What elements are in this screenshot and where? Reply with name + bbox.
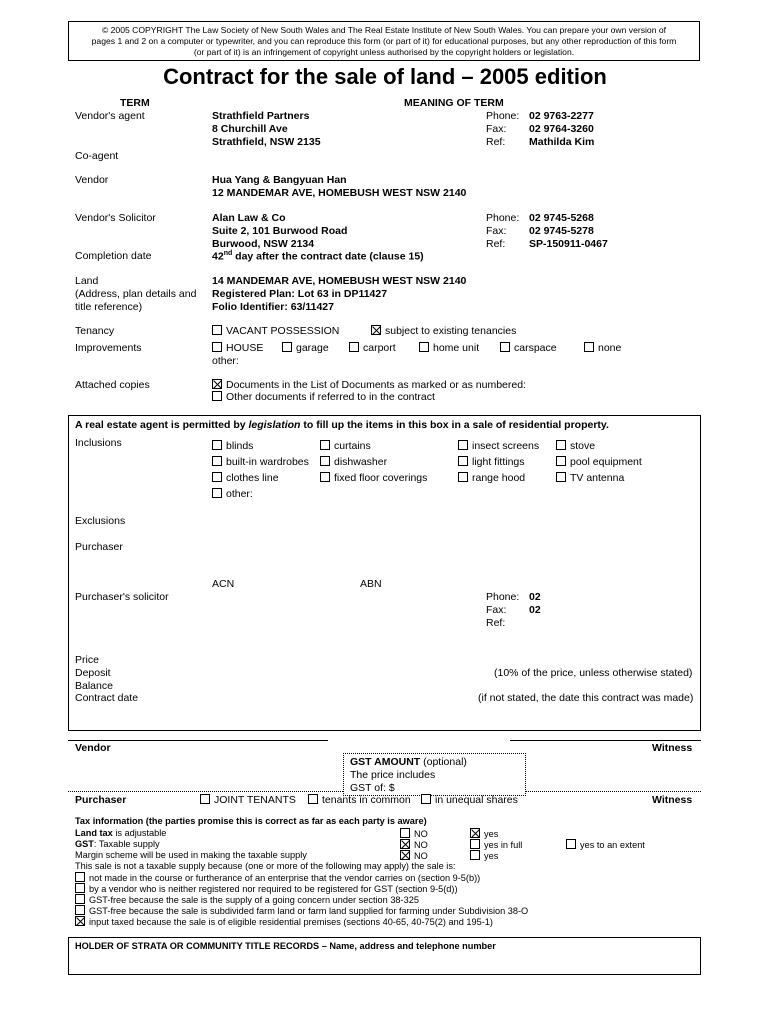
- vendor-witness-label: Witness: [652, 742, 693, 754]
- vendor-signature-label: Vendor: [75, 742, 111, 754]
- vendors-agent-phone: 02 9763-2277: [529, 110, 594, 122]
- vendors-solicitor-label: Vendor's Solicitor: [75, 212, 156, 224]
- copyright-line-3: (or part of it) is an infringement of copyright unless authorised by the copyright holders or legislation.: [193, 47, 575, 57]
- land-tax-yes[interactable]: [470, 828, 498, 839]
- land-folio: Folio Identifier: 63/11427: [212, 301, 334, 313]
- inclusion-stove[interactable]: [556, 440, 595, 452]
- vendors-solicitor-address-2: Burwood, NSW 2134: [212, 238, 315, 250]
- tenants-in-common-checkbox[interactable]: [308, 794, 318, 804]
- inclusion-fixed-floor-coverings[interactable]: [320, 472, 427, 484]
- inclusion-other[interactable]: [212, 488, 253, 500]
- range-hood-text: range hood: [472, 472, 526, 484]
- exclusions-label: Exclusions: [75, 515, 126, 527]
- reason-farm-land-checkbox[interactable]: [75, 905, 85, 915]
- vendor-name: Hua Yang & Bangyuan Han: [212, 174, 347, 186]
- land-tax-bold: Land tax: [75, 828, 113, 838]
- co-agent-label: Co-agent: [75, 150, 119, 162]
- subject-tenancies-option[interactable]: [371, 325, 516, 337]
- carspace-option[interactable]: [500, 342, 557, 354]
- not-taxable-intro: This sale is not a taxable supply because (one or more of the following may apply) the sale is:: [75, 861, 456, 871]
- carspace-checkbox[interactable]: [500, 342, 510, 352]
- gst-yes-in-full-text: yes in full: [484, 840, 523, 850]
- vendor-label: Vendor: [75, 174, 109, 186]
- inclusion-light-fittings[interactable]: [458, 456, 525, 468]
- margin-yes-checkbox[interactable]: [470, 850, 480, 860]
- land-tax-rest: is adjustable: [112, 828, 167, 838]
- house-option[interactable]: [212, 342, 263, 354]
- vacant-possession-checkbox[interactable]: [212, 325, 222, 335]
- vacant-possession-option[interactable]: [212, 325, 339, 337]
- gst-amount-box: [343, 753, 526, 796]
- contract-date-note: (if not stated, the date this contract was made): [478, 692, 694, 704]
- reason-not-registered[interactable]: [75, 883, 458, 894]
- gst-yes-in-full[interactable]: [470, 839, 522, 850]
- blinds-checkbox[interactable]: [212, 440, 222, 450]
- pool-equipment-text: pool equipment: [570, 456, 642, 468]
- copyright-notice: [68, 21, 700, 61]
- deposit-note: (10% of the price, unless otherwise stated): [494, 667, 693, 679]
- reason-input-taxed-checkbox[interactable]: [75, 916, 85, 926]
- inclusion-built-in-wardrobes[interactable]: [212, 456, 309, 468]
- vendors-solicitor-ref: SP-150911-0467: [529, 238, 608, 250]
- unequal-shares-text: in unequal shares: [435, 794, 518, 806]
- margin-no-checkbox[interactable]: [400, 850, 410, 860]
- purchasers-solicitor-ref-label: Ref:: [486, 617, 506, 629]
- purchaser-witness-label: Witness: [652, 794, 693, 806]
- vendors-solicitor-name: Alan Law & Co: [212, 212, 286, 224]
- gst-taxable-label: [75, 839, 160, 849]
- reason-not-registered-text: by a vendor who is neither registered nor required to be registered for GST (section 9-5(d)): [89, 884, 458, 894]
- purchasers-solicitor-phone: 02: [529, 591, 541, 603]
- clothes-line-text: clothes line: [226, 472, 279, 484]
- vendors-solicitor-phone: 02 9745-5268: [529, 212, 594, 224]
- reason-going-concern-checkbox[interactable]: [75, 894, 85, 904]
- gst-no[interactable]: [400, 839, 428, 850]
- garage-option[interactable]: [282, 342, 329, 354]
- vendors-agent-address-2: Strathfield, NSW 2135: [212, 136, 321, 148]
- docs-list-option[interactable]: [212, 379, 526, 391]
- land-tax-no-checkbox[interactable]: [400, 828, 410, 838]
- agent-box-intro-b: legislation: [248, 419, 301, 431]
- attached-copies-label: Attached copies: [75, 379, 150, 391]
- gst-amount-optional: (optional): [420, 756, 467, 768]
- completion-suffix: nd: [223, 250, 233, 257]
- inclusions-label: Inclusions: [75, 437, 122, 449]
- reason-input-taxed[interactable]: [75, 916, 493, 927]
- inclusion-blinds[interactable]: [212, 440, 253, 452]
- margin-no[interactable]: [400, 850, 428, 861]
- gst-price-includes: The price includes: [350, 769, 436, 781]
- gst-rest: : Taxable supply: [93, 839, 160, 849]
- carport-option[interactable]: [349, 342, 396, 354]
- vendors-agent-ref: Mathilda Kim: [529, 136, 595, 148]
- gst-amount-title-bold: GST AMOUNT: [350, 756, 421, 768]
- tv-antenna-text: TV antenna: [570, 472, 625, 484]
- joint-tenants-text: JOINT TENANTS: [214, 794, 296, 806]
- house-checkbox[interactable]: [212, 342, 222, 352]
- light-fittings-checkbox[interactable]: [458, 456, 468, 466]
- stove-text: stove: [570, 440, 596, 452]
- purchaser-label: Purchaser: [75, 541, 123, 553]
- vendors-agent-address-1: 8 Churchill Ave: [212, 123, 288, 135]
- inclusion-other-checkbox[interactable]: [212, 488, 222, 498]
- copyright-line-2: pages 1 and 2 on a computer or typewriter, and you can reproduce this form (or part of it) for educational purposes, but any other reproduction of this form: [91, 36, 677, 46]
- dishwasher-text: dishwasher: [334, 456, 388, 468]
- pool-equipment-checkbox[interactable]: [556, 456, 566, 466]
- purchaser-witness-line[interactable]: [526, 791, 701, 792]
- unequal-shares-checkbox[interactable]: [421, 794, 431, 804]
- docs-list-text: Documents in the List of Documents as marked or as numbered:: [226, 379, 526, 391]
- docs-list-checkbox[interactable]: [212, 379, 222, 389]
- land-label-sub-1: (Address, plan details and: [75, 288, 197, 300]
- reason-not-registered-checkbox[interactable]: [75, 883, 85, 893]
- completion-days: 42: [212, 250, 224, 263]
- gst-yes-to-extent[interactable]: [566, 839, 645, 850]
- reason-farm-land-text: GST-free because the sale is subdivided farm land or farm land supplied for farming under Subdivision 38-O: [89, 906, 529, 916]
- inclusion-curtains[interactable]: [320, 440, 371, 452]
- purchaser-signature-line[interactable]: [68, 791, 343, 792]
- abn-label: ABN: [360, 578, 382, 590]
- house-text: HOUSE: [226, 342, 264, 354]
- vendor-signature-line[interactable]: [68, 740, 328, 741]
- margin-yes-text: yes: [484, 851, 499, 861]
- margin-yes[interactable]: [470, 850, 498, 861]
- light-fittings-text: light fittings: [472, 456, 525, 468]
- vacant-possession-text: VACANT POSSESSION: [226, 325, 340, 337]
- reason-not-enterprise[interactable]: [75, 872, 480, 883]
- vendors-agent-ref-label: Ref:: [486, 136, 506, 148]
- other-docs-checkbox[interactable]: [212, 391, 222, 401]
- reason-farm-land[interactable]: [75, 905, 528, 916]
- subject-tenancies-text: subject to existing tenancies: [385, 325, 517, 337]
- agent-box-intro-a: A real estate agent is permitted by: [75, 419, 249, 431]
- other-docs-text: Other documents if referred to in the contract: [226, 391, 435, 403]
- curtains-checkbox[interactable]: [320, 440, 330, 450]
- carport-checkbox[interactable]: [349, 342, 359, 352]
- purchaser-signature-label: Purchaser: [75, 794, 127, 806]
- gst-bold: GST: [75, 839, 94, 849]
- range-hood-checkbox[interactable]: [458, 472, 468, 482]
- insect-screens-checkbox[interactable]: [458, 440, 468, 450]
- land-tax-no-text: NO: [414, 829, 428, 839]
- reason-going-concern[interactable]: [75, 894, 419, 905]
- tax-info-heading: Tax information (the parties promise this is correct as far as each party is aware): [75, 816, 427, 826]
- improvements-label: Improvements: [75, 342, 142, 354]
- fixed-floor-coverings-checkbox[interactable]: [320, 472, 330, 482]
- tv-antenna-checkbox[interactable]: [556, 472, 566, 482]
- reason-input-taxed-text: input taxed because the sale is of eligible residential premises (sections 40-65, 40-75(2) and 195-1): [89, 917, 493, 927]
- contract-date-label: Contract date: [75, 692, 139, 704]
- vendors-solicitor-fax: 02 9745-5278: [529, 225, 594, 237]
- gst-yes-to-extent-checkbox[interactable]: [566, 839, 576, 849]
- inclusion-insect-screens[interactable]: [458, 440, 539, 452]
- term-header: TERM: [120, 97, 150, 109]
- tenants-in-common-option[interactable]: [308, 794, 411, 806]
- tenants-in-common-text: tenants in common: [322, 794, 411, 806]
- land-plan: Registered Plan: Lot 63 in DP11427: [212, 288, 388, 300]
- gst-no-text: NO: [414, 840, 428, 850]
- blinds-text: blinds: [226, 440, 254, 452]
- inclusion-range-hood[interactable]: [458, 472, 525, 484]
- inclusion-clothes-line[interactable]: [212, 472, 279, 484]
- inclusion-dishwasher[interactable]: [320, 456, 387, 468]
- garage-text: garage: [296, 342, 329, 354]
- tenancy-label: Tenancy: [75, 325, 115, 337]
- agent-box-intro-c: to fill up the items in this box in a sale of residential property.: [300, 419, 609, 431]
- vendor-address: 12 MANDEMAR AVE, HOMEBUSH WEST NSW 2140: [212, 187, 467, 199]
- land-tax-yes-checkbox[interactable]: [470, 828, 480, 838]
- built-in-wardrobes-text: built-in wardrobes: [226, 456, 309, 468]
- vendors-agent-label: Vendor's agent: [75, 110, 145, 122]
- balance-label: Balance: [75, 680, 113, 692]
- reason-not-enterprise-checkbox[interactable]: [75, 872, 85, 882]
- margin-scheme-label: Margin scheme will be used in making the taxable supply: [75, 850, 307, 860]
- meaning-header: MEANING OF TERM: [404, 97, 504, 109]
- acn-label: ACN: [212, 578, 235, 590]
- purchasers-solicitor-fax: 02: [529, 604, 541, 616]
- land-tax-label: [75, 828, 166, 838]
- purchasers-solicitor-phone-label: Phone:: [486, 591, 520, 603]
- vendors-agent-name: Strathfield Partners: [212, 110, 310, 122]
- land-label-sub-2: title reference): [75, 301, 143, 313]
- agent-box-intro: [75, 419, 609, 431]
- home-unit-option[interactable]: [419, 342, 479, 354]
- strata-records-heading: HOLDER OF STRATA OR COMMUNITY TITLE RECORDS – Name, address and telephone number: [75, 941, 496, 951]
- deposit-label: Deposit: [75, 667, 111, 679]
- carport-text: carport: [363, 342, 396, 354]
- curtains-text: curtains: [334, 440, 371, 452]
- inclusion-tv-antenna[interactable]: [556, 472, 624, 484]
- land-tax-no[interactable]: [400, 828, 428, 839]
- document-title: Contract for the sale of land – 2005 edition: [163, 64, 607, 89]
- land-tax-yes-text: yes: [484, 829, 499, 839]
- joint-tenants-option[interactable]: [200, 794, 296, 806]
- completion-date-value: [212, 250, 424, 263]
- none-text: none: [598, 342, 622, 354]
- margin-no-text: NO: [414, 851, 428, 861]
- carspace-text: carspace: [514, 342, 557, 354]
- vendors-solicitor-fax-label: Fax:: [486, 225, 507, 237]
- garage-checkbox[interactable]: [282, 342, 292, 352]
- improvements-other: other:: [212, 355, 239, 367]
- stove-checkbox[interactable]: [556, 440, 566, 450]
- vendors-agent-fax-label: Fax:: [486, 123, 507, 135]
- vendors-agent-fax: 02 9764-3260: [529, 123, 594, 135]
- completion-rest: day after the contract date (clause 15): [232, 250, 424, 263]
- subject-tenancies-checkbox[interactable]: [371, 325, 381, 335]
- inclusion-pool-equipment[interactable]: [556, 456, 642, 468]
- purchasers-solicitor-label: Purchaser's solicitor: [75, 591, 169, 603]
- insect-screens-text: insect screens: [472, 440, 540, 452]
- inclusion-other-text: other:: [226, 488, 253, 500]
- joint-tenants-checkbox[interactable]: [200, 794, 210, 804]
- completion-date-label: Completion date: [75, 250, 152, 262]
- gst-amount-title: [350, 756, 467, 768]
- vendors-agent-phone-label: Phone:: [486, 110, 520, 122]
- land-label: Land: [75, 275, 99, 287]
- vendor-witness-line[interactable]: [510, 740, 701, 741]
- land-address: 14 MANDEMAR AVE, HOMEBUSH WEST NSW 2140: [212, 275, 467, 287]
- reason-not-enterprise-text: not made in the course or furtherance of an enterprise that the vendor carries on (section 9-5(b)): [89, 873, 481, 883]
- reason-going-concern-text: GST-free because the sale is the supply of a going concern under section 38-325: [89, 895, 419, 905]
- copyright-line-1: © 2005 COPYRIGHT The Law Society of New South Wales and The Real Estate Institute of New South Wales. You can prepare your own version of: [101, 25, 667, 35]
- built-in-wardrobes-checkbox[interactable]: [212, 456, 222, 466]
- home-unit-text: home unit: [433, 342, 480, 354]
- other-docs-option[interactable]: [212, 391, 435, 403]
- gst-yes-in-full-checkbox[interactable]: [470, 839, 480, 849]
- vendors-solicitor-address-1: Suite 2, 101 Burwood Road: [212, 225, 348, 237]
- home-unit-checkbox[interactable]: [419, 342, 429, 352]
- price-label: Price: [75, 654, 99, 666]
- gst-no-checkbox[interactable]: [400, 839, 410, 849]
- dishwasher-checkbox[interactable]: [320, 456, 330, 466]
- vendors-solicitor-phone-label: Phone:: [486, 212, 520, 224]
- purchasers-solicitor-fax-label: Fax:: [486, 604, 507, 616]
- fixed-floor-coverings-text: fixed floor coverings: [334, 472, 428, 484]
- unequal-shares-option[interactable]: [421, 794, 518, 806]
- clothes-line-checkbox[interactable]: [212, 472, 222, 482]
- gst-yes-to-extent-text: yes to an extent: [580, 840, 645, 850]
- none-option[interactable]: [584, 342, 621, 354]
- none-checkbox[interactable]: [584, 342, 594, 352]
- vendors-solicitor-ref-label: Ref:: [486, 238, 506, 250]
- gst-of-amount: GST of: $: [350, 782, 395, 794]
